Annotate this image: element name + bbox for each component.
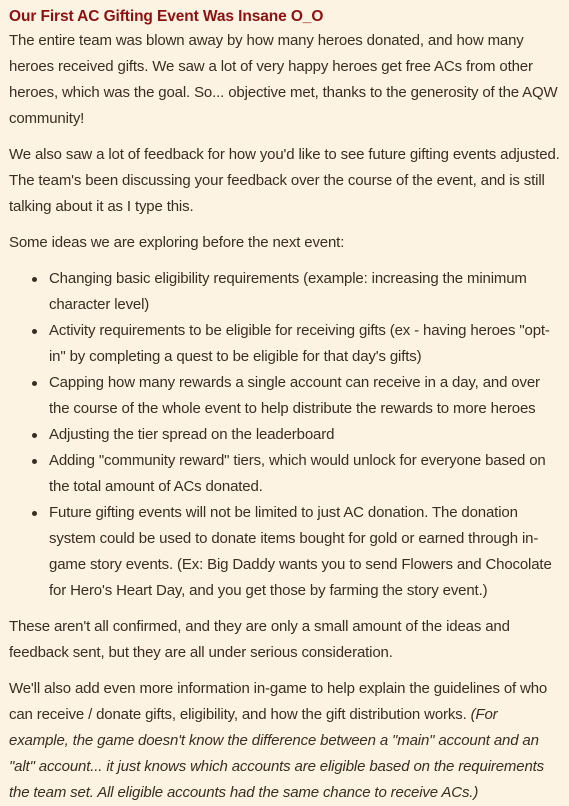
list-item [49,370,561,422]
intro-paragraph: The entire team was blown away by how many heroes donated, and how many heroes received gifts. We saw a lot of very happy heroes get free ACs from other heroes, which was the goal. So... objective met, thanks to the generosity of the AQW community! [9,32,558,127]
list-item-text: Adding "community reward" tiers, which would unlock for everyone based on the total amount of ACs donated. [49,452,546,495]
list-item-text: Activity requirements to be eligible for receiving gifts (ex - having heroes "opt-in" by completing a quest to be eligible for that day's gifts) [49,322,550,365]
list-item-text: Changing basic eligibility requirements (example: increasing the minimum character level) [49,270,527,313]
list-item-text: Capping how many rewards a single account can receive in a day, and over the course of the whole event to help distribute the rewards to more heroes [49,374,540,417]
post-title: Our First AC Gifting Event Was Insane O_O [9,8,324,25]
info-italic-note: (For example, the game doesn't know the difference between a "main" account and an "alt" account... it just knows which accounts are eligible based on the requirements the team set. All eligible accounts had the same chance to receive ACs.) [9,706,545,801]
list-item [49,448,561,500]
bullet-icon [32,277,37,282]
list-item-text: Future gifting events will not be limited to just AC donation. The donation system could be used to donate items bought for gold or earned through in-game story events. (Ex: Big Daddy wants you to send Flowers and Chocolate for Hero's Heart Day, and you get those by farming the story event.) [49,504,552,599]
ideas-intro-paragraph: Some ideas we are exploring before the next event: [9,234,345,251]
list-item [49,318,561,370]
feedback-paragraph: We also saw a lot of feedback for how you'd like to see future gifting events adjusted. The team's been discussing your feedback over the course of the event, and is still talking about it as I type this. [9,146,560,215]
list-item-text: Adjusting the tier spread on the leaderboard [49,426,335,443]
list-item [49,266,561,318]
ideas-list [9,266,561,604]
list-item [49,422,561,448]
info-paragraph [9,676,561,806]
info-text: We'll also add even more information in-game to help explain the guidelines of who can receive / donate gifts, eligibility, and how the gift distribution works. [9,680,548,723]
bullet-icon [32,329,37,334]
bullet-icon [32,433,37,438]
bullet-icon [32,459,37,464]
list-item [49,500,561,604]
confirmed-paragraph: These aren't all confirmed, and they are only a small amount of the ideas and feedback sent, but they are all under serious consideration. [9,618,510,661]
bullet-icon [32,381,37,386]
bullet-icon [32,511,37,516]
